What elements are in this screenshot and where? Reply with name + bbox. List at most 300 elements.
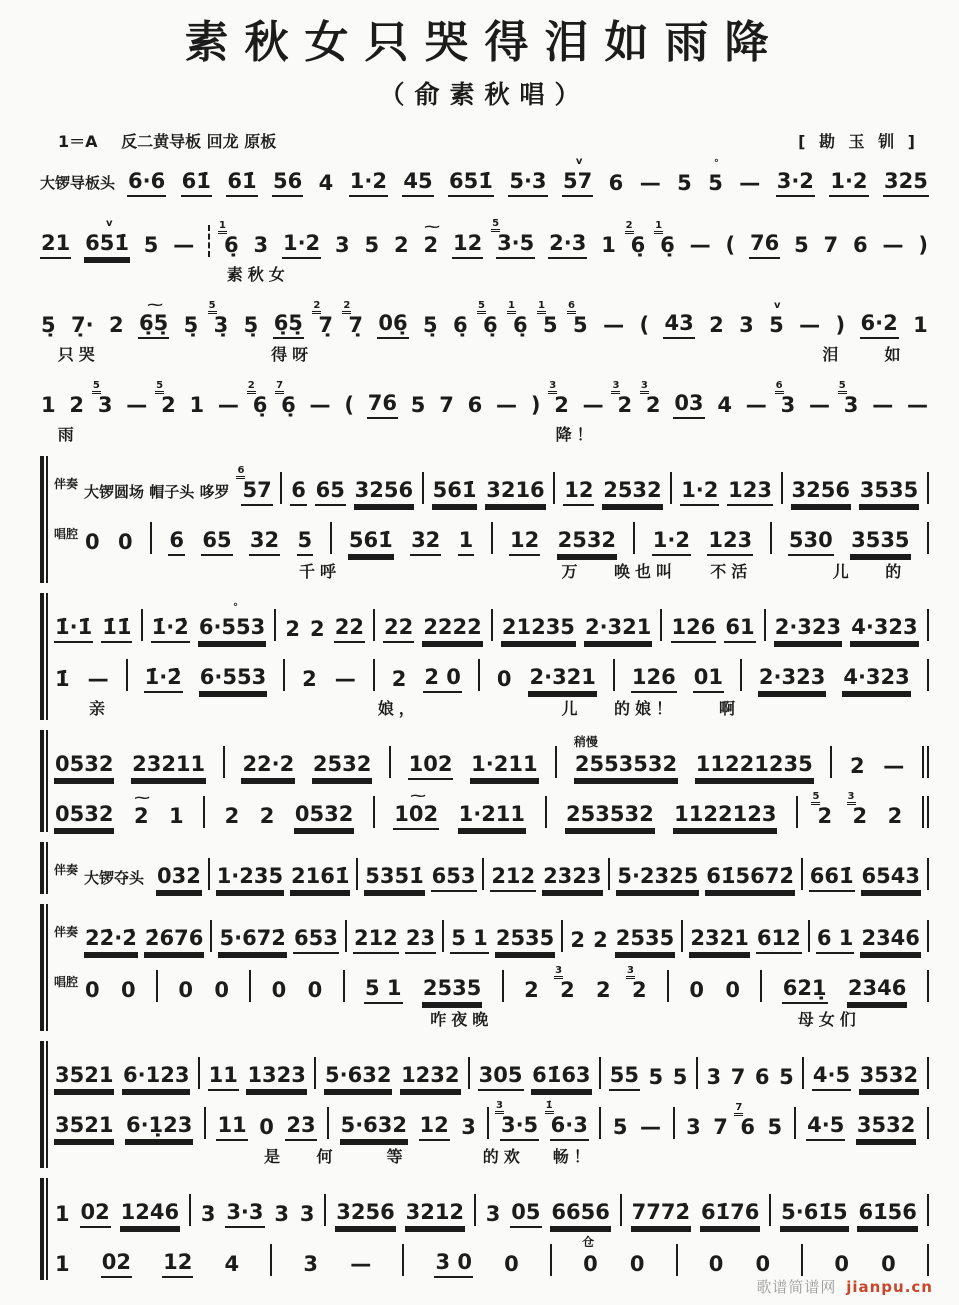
barline bbox=[660, 609, 662, 641]
barline bbox=[740, 659, 742, 691]
note-token: 11 bbox=[216, 1114, 247, 1141]
note-token: 2 bbox=[524, 977, 539, 1002]
system-body bbox=[40, 209, 929, 286]
note-token: 61̇76 bbox=[700, 1201, 760, 1228]
note-token: 4·5 bbox=[806, 1114, 845, 1141]
stave-row bbox=[54, 659, 929, 693]
note-token: 02 bbox=[101, 1251, 132, 1278]
note-token: 7 bbox=[713, 1114, 728, 1139]
note-token: 3532 bbox=[859, 1064, 919, 1091]
note-token: 2 0 bbox=[423, 666, 462, 693]
barline bbox=[802, 1057, 804, 1089]
stave-row bbox=[54, 464, 929, 506]
note-token: 7 bbox=[823, 232, 839, 257]
lyric-word: 雨 bbox=[57, 424, 79, 444]
grace-note: 6 bbox=[775, 381, 784, 394]
stave-row bbox=[54, 788, 929, 830]
note-token: 5 bbox=[612, 1114, 628, 1139]
note-token: 11 bbox=[208, 1064, 239, 1091]
note-token: 5·632 bbox=[340, 1114, 408, 1141]
music-system bbox=[40, 842, 929, 894]
note-token: 55 bbox=[609, 1064, 640, 1091]
grace-note: 1 bbox=[218, 221, 227, 234]
barline bbox=[801, 858, 803, 890]
note-token: 5 bbox=[364, 232, 380, 257]
system-body bbox=[54, 593, 929, 720]
stave-row bbox=[54, 920, 929, 954]
lyrics-row bbox=[54, 1007, 929, 1031]
grace-note: 2 bbox=[625, 221, 634, 234]
note-token: 1̇·2̇ bbox=[151, 616, 190, 643]
grace-note: 5 bbox=[477, 301, 486, 314]
music-system bbox=[40, 154, 929, 199]
stave-bracket bbox=[40, 456, 49, 583]
grace-note: 2 bbox=[247, 381, 256, 394]
barline bbox=[280, 472, 282, 504]
grace-note: 5 bbox=[92, 381, 101, 394]
barline bbox=[126, 659, 128, 691]
barline bbox=[676, 1244, 678, 1276]
barline bbox=[502, 970, 504, 1002]
note-token: 6·553 ° bbox=[198, 616, 266, 643]
note-token: 1·211 bbox=[470, 753, 538, 780]
note-token: 56 bbox=[272, 170, 303, 197]
barline bbox=[927, 1057, 929, 1089]
note-token: 3 5 bbox=[92, 379, 113, 417]
note-token: 0532 bbox=[54, 803, 114, 830]
final-barline bbox=[922, 796, 929, 828]
barline bbox=[608, 858, 610, 890]
note-token: 1122123 bbox=[673, 803, 777, 830]
barline bbox=[356, 858, 358, 890]
note-token: 65 bbox=[315, 479, 346, 506]
note-token: 5̣ bbox=[243, 312, 259, 337]
note-token: 2553532 稍慢 bbox=[574, 753, 678, 780]
note-token: — bbox=[309, 392, 331, 417]
note-token: 5 bbox=[677, 170, 692, 195]
note-token: 651̇ bbox=[448, 170, 494, 197]
note-token: 2 bbox=[391, 666, 407, 691]
note-token: 3 bbox=[739, 312, 754, 337]
grace-note: 3 bbox=[626, 966, 635, 979]
note-token: — bbox=[799, 312, 821, 337]
note-token: — bbox=[126, 392, 148, 417]
lyric-word: 素秋女 bbox=[226, 264, 290, 284]
barline bbox=[402, 1244, 404, 1276]
note-token: 3 bbox=[335, 232, 350, 257]
barline bbox=[667, 970, 669, 1002]
note-token: 3 6 bbox=[775, 379, 796, 417]
barline bbox=[487, 1107, 489, 1139]
music-system bbox=[40, 1041, 929, 1168]
grace-note: 5 bbox=[155, 381, 164, 394]
breath-mark: v bbox=[773, 299, 781, 311]
note-token: 6̣ 1 bbox=[219, 219, 239, 257]
barline bbox=[770, 522, 772, 554]
circle-mark: ° bbox=[232, 601, 238, 613]
note-token: 61̇56 bbox=[857, 1201, 917, 1228]
note-token: 1 bbox=[55, 1251, 70, 1276]
dashed-barline bbox=[208, 225, 210, 257]
note-token: 12 bbox=[563, 479, 594, 506]
note-token: 3 5 bbox=[838, 379, 859, 417]
note-token: 6·3 1̇ bbox=[550, 1114, 589, 1141]
lyrics-row bbox=[40, 262, 929, 286]
note-token: 5 1 bbox=[364, 977, 403, 1004]
barline bbox=[681, 920, 683, 952]
note-token: 4 bbox=[224, 1251, 240, 1276]
note-token: 2·321 bbox=[584, 616, 652, 643]
note-token: 12 bbox=[419, 1114, 450, 1141]
stave-bracket bbox=[40, 730, 49, 832]
mordent-mark: ~ bbox=[408, 788, 429, 803]
barline bbox=[796, 796, 798, 828]
stave-part-label: 唱腔 bbox=[54, 974, 79, 989]
lyric-word: 娘， bbox=[377, 698, 420, 718]
note-token: 3256 bbox=[335, 1201, 395, 1228]
note-token: 325 bbox=[883, 170, 929, 197]
lyric-word: 畅！ bbox=[552, 1146, 595, 1166]
note-token: 2 bbox=[302, 666, 317, 691]
lyric-word: 不活 bbox=[710, 561, 753, 581]
notes-row bbox=[40, 217, 929, 259]
barline bbox=[794, 1107, 796, 1139]
note-token: — bbox=[334, 666, 356, 691]
note-token: 1·2 bbox=[829, 170, 868, 197]
grace-note: 5 bbox=[811, 792, 820, 805]
lyric-word: 等 bbox=[386, 1146, 408, 1166]
note-token: 2·323 bbox=[774, 616, 842, 643]
note-token: 43 bbox=[663, 312, 694, 339]
note-token: 2 3 bbox=[640, 379, 661, 417]
note-token: 6̣ 2 bbox=[247, 379, 268, 417]
note-token: 0 bbox=[881, 1251, 896, 1276]
note-token: 2 5 bbox=[812, 790, 833, 828]
note-token: 2346 bbox=[860, 927, 920, 954]
note-token: 212 bbox=[353, 927, 399, 954]
system-body bbox=[40, 296, 929, 366]
barline bbox=[801, 1244, 803, 1276]
barline bbox=[553, 472, 555, 504]
note-token: 661̇ bbox=[809, 865, 855, 892]
notes-row bbox=[156, 858, 929, 892]
note-token: 6 bbox=[853, 232, 868, 257]
note-token: 2323 bbox=[542, 865, 602, 892]
note-token: — bbox=[640, 1114, 662, 1139]
note-token: 5 bbox=[410, 392, 426, 417]
music-system bbox=[40, 296, 929, 366]
note-token: 6̣5̣ bbox=[273, 312, 304, 339]
note-token: 032 bbox=[156, 865, 202, 892]
note-token: 5 1 bbox=[538, 299, 558, 337]
lyrics-row bbox=[54, 696, 929, 720]
note-token: 6̣ bbox=[452, 312, 468, 337]
note-token: 61̇ bbox=[181, 170, 212, 197]
note-token: 1232 bbox=[400, 1064, 460, 1091]
note-token: 3535 bbox=[850, 529, 910, 556]
lyric-word: 的欢 bbox=[482, 1146, 525, 1166]
lyric-word: 泪 bbox=[822, 344, 844, 364]
lyric-word: 降！ bbox=[555, 424, 598, 444]
barline bbox=[330, 522, 332, 554]
note-token: 2 5 bbox=[156, 379, 176, 417]
note-token: 5351̇ bbox=[364, 865, 424, 892]
bracket-thick-bar bbox=[40, 456, 44, 583]
note-token: 3 bbox=[686, 1114, 701, 1139]
grace-note: 7 bbox=[734, 1103, 743, 1116]
note-token: ) bbox=[835, 312, 846, 337]
barline bbox=[422, 472, 424, 504]
note-token: 2532 bbox=[312, 753, 372, 780]
bracket-thin-bar bbox=[46, 730, 48, 832]
note-token: 2 bbox=[593, 927, 608, 952]
barline bbox=[270, 1244, 272, 1276]
note-token: 01 bbox=[693, 666, 724, 693]
stave-row bbox=[54, 522, 929, 556]
barline bbox=[204, 1107, 206, 1139]
system-body bbox=[54, 904, 929, 1031]
stave-bracket bbox=[40, 1041, 49, 1168]
note-token: 2535 bbox=[495, 927, 555, 954]
note-token: 1·2 bbox=[680, 479, 719, 506]
note-token: 6 bbox=[467, 392, 483, 417]
grace-note: 3 bbox=[554, 966, 563, 979]
note-token: 6·1̣23 bbox=[125, 1114, 193, 1141]
notes-row bbox=[84, 522, 929, 556]
bracket-thick-bar bbox=[40, 1041, 44, 1168]
note-token: 2 bbox=[259, 803, 275, 828]
note-token: 1·2 bbox=[282, 232, 321, 259]
note-token: 2 bbox=[394, 232, 409, 257]
grace-note: 3 bbox=[548, 381, 557, 394]
bracket-thick-bar bbox=[40, 842, 44, 894]
watermark-site: 歌谱简谱网 bbox=[756, 1278, 837, 1296]
note-token: 5·61̇5 bbox=[780, 1201, 848, 1228]
note-token: 6 bbox=[608, 170, 624, 195]
barline bbox=[927, 1194, 929, 1226]
barline bbox=[198, 1057, 200, 1089]
bracket-thick-bar bbox=[40, 904, 44, 1031]
note-token: 1 bbox=[55, 1201, 70, 1226]
note-token: 6 bbox=[168, 529, 185, 556]
note-token: 5 bbox=[794, 232, 809, 257]
notes-row bbox=[84, 920, 929, 954]
note-token: 32 bbox=[410, 529, 441, 556]
note-token: 4·323 bbox=[850, 616, 918, 643]
note-token: 2161̇ bbox=[290, 865, 350, 892]
note-token: ( bbox=[725, 232, 736, 257]
barline bbox=[599, 1107, 601, 1139]
note-token: 0 bbox=[121, 977, 136, 1002]
lyric-word: 啊 bbox=[719, 698, 741, 718]
notes-row bbox=[54, 1099, 929, 1141]
note-token: 0 bbox=[85, 529, 100, 554]
bracket-thin-bar bbox=[46, 593, 48, 720]
barline bbox=[478, 659, 480, 691]
system-body bbox=[40, 154, 929, 199]
lyric-word: 唤也叫 bbox=[614, 561, 678, 581]
note-token: 3535 bbox=[859, 479, 919, 506]
note-token: 5·632 bbox=[324, 1064, 392, 1091]
stave-bracket bbox=[40, 1178, 49, 1280]
note-token: 2535 bbox=[615, 927, 675, 954]
note-token: 1·2 bbox=[349, 170, 388, 197]
note-token: 0 bbox=[755, 1251, 771, 1276]
stave-prefix-label: 大锣圆场 帽子头 哆罗 bbox=[84, 482, 230, 501]
note-token: 57 v bbox=[562, 170, 593, 197]
barline bbox=[373, 609, 375, 641]
barline bbox=[927, 1107, 929, 1139]
stave-row bbox=[54, 734, 929, 780]
note-token: 2̇676 bbox=[144, 927, 204, 954]
note-token: 3̣ 5 bbox=[208, 299, 229, 337]
stave-bracket bbox=[40, 904, 49, 1031]
note-token: 2 bbox=[709, 312, 724, 337]
barline bbox=[927, 609, 929, 641]
note-token: 305 bbox=[478, 1064, 524, 1091]
lyric-word: 万 bbox=[561, 561, 583, 581]
grace-note: 6 bbox=[567, 301, 576, 314]
mordent-mark: ~ bbox=[132, 790, 152, 805]
note-token: 2 bbox=[285, 616, 300, 641]
grace-note: 5 bbox=[208, 301, 217, 314]
barline bbox=[345, 920, 347, 952]
final-barline bbox=[922, 746, 929, 778]
breath-mark: v bbox=[575, 155, 583, 167]
note-token: 2 ~ bbox=[422, 219, 442, 257]
stave-part-label: 伴奏 bbox=[54, 476, 79, 491]
note-token: 2 bbox=[596, 977, 611, 1002]
note-token: 0 bbox=[178, 977, 193, 1002]
note-token: 1·211 bbox=[458, 803, 526, 830]
notes-row bbox=[84, 964, 929, 1004]
stave-row bbox=[54, 1057, 929, 1091]
system-body bbox=[40, 376, 929, 446]
bracket-thick-bar bbox=[40, 593, 44, 720]
lyric-word: 咋夜晚 bbox=[430, 1009, 494, 1029]
barline bbox=[760, 970, 762, 1002]
note-token: 2 bbox=[224, 803, 240, 828]
lyrics-row bbox=[54, 1144, 929, 1168]
note-token: 03 bbox=[673, 392, 704, 419]
note-token: — bbox=[350, 1251, 372, 1276]
note-token: 0 bbox=[85, 977, 100, 1002]
note-token: — bbox=[496, 392, 518, 417]
note-token: 126 bbox=[631, 666, 677, 693]
note-token: 4 bbox=[717, 392, 732, 417]
note-token: 2 bbox=[570, 927, 586, 952]
note-token: 2222 bbox=[422, 616, 482, 643]
stave-bracket bbox=[40, 842, 49, 894]
bracket-thick-bar bbox=[40, 730, 44, 832]
note-token: 3216 bbox=[485, 479, 545, 506]
notes-row bbox=[54, 659, 929, 693]
note-token: 76 bbox=[749, 232, 780, 259]
note-token: 11221235 bbox=[695, 753, 814, 780]
note-token: 653 bbox=[431, 865, 477, 892]
note-token: 561̇ bbox=[432, 479, 478, 506]
barline bbox=[555, 746, 557, 778]
lyrics-row bbox=[40, 342, 929, 366]
grace-note: 3 bbox=[847, 792, 856, 805]
barline bbox=[343, 970, 345, 1002]
tempo-annotation: 仓 bbox=[582, 1234, 595, 1249]
watermark-domain: jianpu.cn bbox=[846, 1278, 933, 1296]
barline bbox=[189, 1194, 191, 1226]
note-token: 5·3 bbox=[508, 170, 547, 197]
note-token: 1̇·1̇ bbox=[54, 616, 93, 643]
note-token: 0532 bbox=[54, 753, 114, 780]
notes-row bbox=[54, 788, 929, 830]
note-token: 2 bbox=[887, 803, 903, 828]
lyrics-row bbox=[40, 422, 929, 446]
note-token: 7 bbox=[439, 392, 454, 417]
note-token: 102 ~ bbox=[393, 803, 439, 830]
note-token: — bbox=[603, 312, 625, 337]
note-token: 1 bbox=[41, 392, 56, 417]
music-system bbox=[40, 730, 929, 832]
note-token: 2 bbox=[849, 753, 865, 778]
note-token: 6̣5̣ ~ bbox=[138, 312, 169, 339]
notes-row bbox=[54, 734, 929, 780]
note-token: 3 bbox=[485, 1201, 501, 1226]
note-token: 6·6 bbox=[127, 170, 166, 197]
note-token: 5̣ bbox=[41, 312, 56, 337]
stave-part-label: 唱腔 bbox=[54, 526, 79, 541]
note-token: 5·2325 bbox=[616, 865, 699, 892]
stave-part-label: 伴奏 bbox=[54, 924, 79, 939]
grace-note: 1 bbox=[654, 221, 663, 234]
grace-note: 3 bbox=[611, 381, 620, 394]
note-token: 6 1 bbox=[816, 927, 855, 954]
note-token: — bbox=[87, 666, 109, 691]
note-token: 23 bbox=[405, 927, 436, 954]
system-body bbox=[54, 1178, 929, 1280]
bracket-thin-bar bbox=[46, 904, 48, 1031]
stave-row bbox=[40, 155, 929, 197]
note-token: 5̣ bbox=[422, 312, 438, 337]
breath-mark: v bbox=[106, 217, 113, 229]
barline bbox=[561, 920, 563, 952]
note-token: 22̇·2̇ bbox=[84, 927, 138, 954]
note-token: 12 bbox=[452, 232, 483, 259]
notes-row bbox=[40, 379, 929, 419]
note-token: 61 bbox=[724, 616, 755, 643]
page-subtitle: （俞素秋唱） bbox=[379, 79, 590, 109]
note-token: 3212 bbox=[405, 1201, 465, 1228]
note-token: 45 bbox=[402, 170, 433, 197]
note-token: ( bbox=[344, 392, 354, 417]
note-token: 4·323 bbox=[842, 666, 910, 693]
note-token: — bbox=[808, 392, 830, 417]
stave-row bbox=[54, 964, 929, 1004]
note-token: 5 bbox=[767, 1114, 783, 1139]
stave-row bbox=[40, 297, 929, 339]
note-token: 7772̇ bbox=[631, 1201, 691, 1228]
note-token: 1̇·2̇ bbox=[144, 666, 183, 693]
stave-row bbox=[54, 1234, 929, 1278]
note-token: 5 bbox=[143, 232, 159, 257]
note-token: 6̣ 1 bbox=[508, 299, 528, 337]
note-token: — bbox=[907, 392, 928, 417]
note-token: 3 bbox=[303, 1251, 319, 1276]
meta-row bbox=[58, 129, 919, 152]
note-token: — bbox=[582, 392, 604, 417]
note-token: 0 bbox=[496, 666, 512, 691]
note-token: 5 1 bbox=[450, 927, 489, 954]
stave-row bbox=[54, 1099, 929, 1141]
note-token: 0 bbox=[689, 977, 704, 1002]
